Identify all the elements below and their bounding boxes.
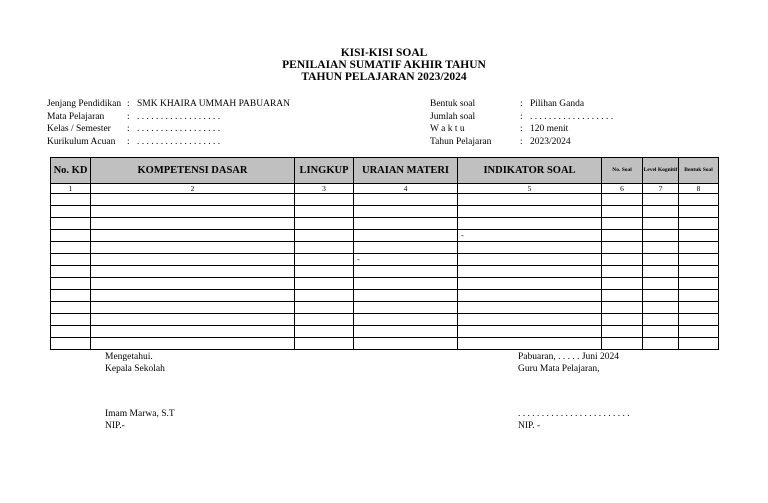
info-colon: : xyxy=(520,136,523,147)
sig-right-date: Pabuaran, . . . . . Juni 2024 xyxy=(518,352,620,362)
info-label: Jumlah soal xyxy=(430,111,476,122)
table-cell xyxy=(643,338,679,350)
table-row xyxy=(51,254,719,266)
info-row-kurikulum xyxy=(47,136,290,149)
table-cell xyxy=(354,326,458,338)
info-label: Mata Pelajaran xyxy=(47,111,105,122)
table-cell xyxy=(354,278,458,290)
table-row xyxy=(51,266,719,278)
table-cell xyxy=(51,254,91,266)
teacher-nip: NIP. - xyxy=(518,421,541,432)
table-cell xyxy=(354,290,458,302)
sig-left-line1: Mengetahui. xyxy=(105,352,153,362)
table-cell xyxy=(602,314,643,326)
table-row xyxy=(51,278,719,290)
table-cell xyxy=(679,290,719,302)
info-value: Pilihan Ganda xyxy=(530,99,585,109)
table-cell xyxy=(91,242,295,254)
table-cell xyxy=(91,266,295,278)
sig-right-role: Guru Mata Pelajaran, xyxy=(518,364,600,375)
info-label: Kurikulum Acuan xyxy=(47,136,116,147)
table-cell xyxy=(643,254,679,266)
table-cell xyxy=(679,314,719,326)
table-cell xyxy=(602,290,643,302)
table-cell xyxy=(458,206,602,218)
table-cell xyxy=(602,206,643,218)
header-bentuk-soal: Bentuk Soal xyxy=(679,158,719,184)
info-row-kelas xyxy=(47,123,290,136)
table-cell xyxy=(602,242,643,254)
info-label: Bentuk soal xyxy=(430,99,476,109)
table-cell xyxy=(458,242,602,254)
info-colon: : xyxy=(520,111,523,122)
info-colon: : xyxy=(520,124,523,135)
document-subtitle: PENILAIAN SUMATIF AKHIR TAHUN xyxy=(282,59,486,71)
document-title: KISI-KISI SOAL xyxy=(340,47,428,59)
column-number-row xyxy=(51,184,719,194)
table-cell xyxy=(602,254,643,266)
table-cell xyxy=(354,218,458,230)
table-cell xyxy=(458,218,602,230)
table-cell xyxy=(354,338,458,350)
info-colon: : xyxy=(127,124,130,135)
table-cell xyxy=(91,338,295,350)
signature-right xyxy=(518,351,619,376)
column-number: 1 xyxy=(51,184,91,194)
table-cell xyxy=(602,326,643,338)
info-colon: : xyxy=(127,99,130,109)
table-cell xyxy=(91,206,295,218)
table-cell xyxy=(679,338,719,350)
table-cell xyxy=(602,278,643,290)
table-cell xyxy=(643,194,679,206)
info-colon: : xyxy=(127,136,130,147)
table-cell xyxy=(91,302,295,314)
table-cell xyxy=(679,302,719,314)
table-cell xyxy=(91,278,295,290)
table-cell xyxy=(51,314,91,326)
table-cell xyxy=(643,230,679,242)
table-row xyxy=(51,242,719,254)
table-cell xyxy=(51,302,91,314)
table-cell: - xyxy=(458,230,602,242)
table-row xyxy=(51,230,719,242)
info-value: . . . . . . . . . . . . . . . . . . xyxy=(137,111,221,122)
info-value: SMK KHAIRA UMMAH PABUARAN xyxy=(137,99,290,109)
column-number: 8 xyxy=(679,184,719,194)
table-row xyxy=(51,338,719,350)
table-cell xyxy=(679,254,719,266)
table-cell xyxy=(295,326,354,338)
table-cell xyxy=(354,230,458,242)
table-row xyxy=(51,194,719,206)
info-row-jenjang xyxy=(47,98,290,111)
table-row xyxy=(51,302,719,314)
info-value: . . . . . . . . . . . . . . . . . . xyxy=(137,124,221,135)
info-left xyxy=(47,98,290,148)
table-cell xyxy=(643,314,679,326)
table-cell xyxy=(643,326,679,338)
table-row xyxy=(51,290,719,302)
table-cell xyxy=(458,254,602,266)
table-cell xyxy=(295,194,354,206)
table-cell xyxy=(91,290,295,302)
column-number: 4 xyxy=(354,184,458,194)
info-row-waktu xyxy=(430,123,613,136)
table-cell xyxy=(295,314,354,326)
info-label: W a k t u xyxy=(430,124,465,135)
table-cell xyxy=(458,278,602,290)
table-cell xyxy=(602,230,643,242)
table-cell xyxy=(354,314,458,326)
info-label: Tahun Pelajaran xyxy=(430,136,492,147)
table-cell xyxy=(91,218,295,230)
table-cell xyxy=(679,242,719,254)
table-cell xyxy=(458,302,602,314)
table-cell xyxy=(602,194,643,206)
info-right xyxy=(430,98,613,148)
table-cell xyxy=(91,230,295,242)
table-cell xyxy=(354,194,458,206)
table-cell xyxy=(51,242,91,254)
table-cell xyxy=(295,302,354,314)
table-cell xyxy=(354,242,458,254)
table-cell xyxy=(679,266,719,278)
table-cell xyxy=(458,290,602,302)
table-cell xyxy=(679,326,719,338)
table-cell xyxy=(458,194,602,206)
kisi-kisi-table xyxy=(50,157,719,350)
table-cell xyxy=(51,266,91,278)
header-lingkup: LINGKUP xyxy=(295,158,354,184)
info-value: 120 menit xyxy=(530,124,569,135)
info-colon: : xyxy=(520,99,523,109)
info-colon: : xyxy=(127,111,130,122)
table-cell xyxy=(643,218,679,230)
table-cell xyxy=(354,302,458,314)
table-cell xyxy=(354,266,458,278)
table-cell xyxy=(458,338,602,350)
header-no-kd: No. KD xyxy=(51,158,91,184)
table-cell xyxy=(295,338,354,350)
table-cell xyxy=(295,290,354,302)
table-cell xyxy=(643,290,679,302)
header-kompetensi-dasar: KOMPETENSI DASAR xyxy=(91,158,295,184)
info-label: Jenjang Pendidikan xyxy=(47,99,122,109)
signature-right-name-block xyxy=(518,408,630,433)
table-cell xyxy=(91,194,295,206)
table-cell xyxy=(643,302,679,314)
table-cell xyxy=(51,326,91,338)
table-cell xyxy=(295,218,354,230)
table-cell xyxy=(458,266,602,278)
table-row xyxy=(51,206,719,218)
table-cell xyxy=(602,266,643,278)
header-level-kognitif: Level Kognitif xyxy=(643,158,679,184)
info-value: 2023/2024 xyxy=(530,136,571,147)
table-cell xyxy=(51,230,91,242)
column-number: 7 xyxy=(643,184,679,194)
table-cell xyxy=(51,194,91,206)
column-number: 3 xyxy=(295,184,354,194)
table-row xyxy=(51,326,719,338)
table-cell xyxy=(51,278,91,290)
header-indikator-soal: INDIKATOR SOAL xyxy=(458,158,602,184)
signature-left-name-block xyxy=(105,408,175,433)
info-value: . . . . . . . . . . . . . . . . . . xyxy=(530,111,614,122)
table-cell xyxy=(51,206,91,218)
info-row-jumlah xyxy=(430,111,613,124)
table-cell xyxy=(602,338,643,350)
table-row xyxy=(51,314,719,326)
table-cell xyxy=(643,242,679,254)
column-number: 5 xyxy=(458,184,602,194)
table-cell xyxy=(643,266,679,278)
sig-left-role: Kepala Sekolah xyxy=(105,364,165,375)
table-row xyxy=(51,218,719,230)
table-cell xyxy=(643,278,679,290)
table-cell xyxy=(679,218,719,230)
table-header-row xyxy=(51,158,719,184)
principal-nip: NIP.- xyxy=(105,421,125,432)
table-cell xyxy=(91,326,295,338)
info-label: Kelas / Semester xyxy=(47,124,111,135)
table-cell xyxy=(295,278,354,290)
table-cell xyxy=(458,326,602,338)
table-cell xyxy=(679,278,719,290)
table-cell xyxy=(91,314,295,326)
teacher-name: . . . . . . . . . . . . . . . . . . . . . . . . xyxy=(518,409,630,419)
table-cell xyxy=(295,206,354,218)
table-cell xyxy=(679,206,719,218)
academic-year-title: TAHUN PELAJARAN 2023/2024 xyxy=(301,71,467,83)
info-row-mapel xyxy=(47,111,290,124)
table-cell xyxy=(643,206,679,218)
table-cell xyxy=(51,290,91,302)
table-cell xyxy=(679,230,719,242)
column-number: 2 xyxy=(91,184,295,194)
table-cell xyxy=(295,254,354,266)
signature-left xyxy=(105,351,165,376)
table-cell xyxy=(295,266,354,278)
table-cell xyxy=(91,254,295,266)
info-value: . . . . . . . . . . . . . . . . . . xyxy=(137,136,221,147)
table-cell xyxy=(354,206,458,218)
table-cell xyxy=(51,338,91,350)
column-number: 6 xyxy=(602,184,643,194)
table-cell xyxy=(295,242,354,254)
table-cell xyxy=(679,194,719,206)
info-row-tahun xyxy=(430,136,613,149)
table-cell xyxy=(295,230,354,242)
table-body xyxy=(51,184,719,350)
header-no-soal: No. Soal xyxy=(602,158,643,184)
header-uraian-materi: URAIAN MATERI xyxy=(354,158,458,184)
table-cell: - xyxy=(354,254,458,266)
principal-name: Imam Marwa, S.T xyxy=(105,409,175,419)
table-cell xyxy=(458,314,602,326)
table-cell xyxy=(602,302,643,314)
table-cell xyxy=(602,218,643,230)
info-row-bentuk xyxy=(430,98,613,111)
table-cell xyxy=(51,218,91,230)
